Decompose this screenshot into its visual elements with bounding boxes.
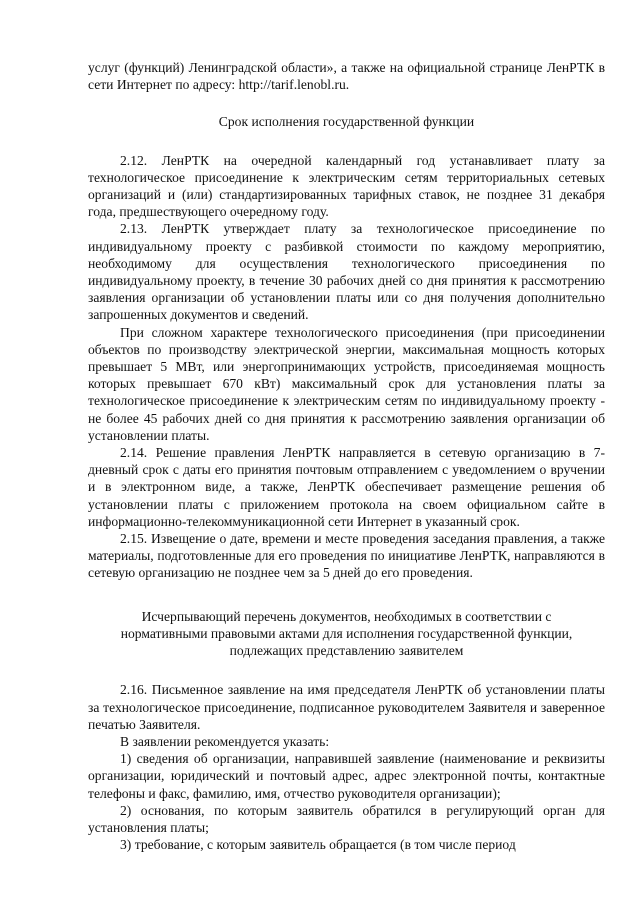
heading-line: подлежащих представлению заявителем: [229, 643, 464, 659]
section-heading-term: Срок исполнения государственной функции: [218, 114, 475, 130]
paragraph-2-16: 2.16. Письменное заявление на имя председателя ЛенРТК об установлении платы за технологическое присоединение, подписанное руководителем Заявителя и заверенное печатью Заявителя.: [88, 682, 605, 732]
heading-line: нормативными правовыми актами для исполнения государственной функции,: [120, 625, 573, 641]
paragraph-complex-connection: При сложном характере технологического присоединения (при присоединении объектов по производству электрической энергии, максимальная мощность которых превышает 5 МВт, или энергопринимающих устройств, присоединяемая мощность которых превышает 670 кВт) максимальный срок для установления платы за технологическое присоединение к электрическим сетям по индивидуальному проекту - не более 45 рабочих дней со дня принятия к рассмотрению заявления организации об установлении платы.: [88, 324, 605, 443]
paragraph-2-13: 2.13. ЛенРТК утверждает плату за технологическое присоединение по индивидуальному проекту с разбивкой стоимости по каждому мероприятию, необходимому для осуществления технологического присоединения по индивидуальному проекту, в течение 30 рабочих дней со дня принятия к рассмотрению заявления организации об установлении платы или со дня получения дополнительно запрошенных документов и сведений.: [88, 221, 605, 323]
paragraph-recommend: В заявлении рекомендуется указать:: [120, 733, 330, 749]
paragraph-2-12: 2.12. ЛенРТК на очередной календарный год устанавливает плату за технологическое присоединение к электрическим сетям территориальных сетевых организаций и (или) стандартизированных тарифных ставок, не позднее 31 декабря года, предшествующего очередному году.: [88, 152, 605, 220]
document-body: [88, 59, 605, 853]
paragraph-2-15: 2.15. Извещение о дате, времени и месте проведения заседания правления, а также материалы, подготовленные для его проведения по инициативе ЛенРТК, направляются в сетевую организацию не позднее чем за 5 дней до его проведения.: [88, 531, 605, 581]
paragraph-2-14: 2.14. Решение правления ЛенРТК направляется в сетевую организацию в 7-дневный срок с даты его принятия почтовым отправлением с уведомлением о вручении и в электронном виде, а также, ЛенРТК обеспечивает размещение решения об установлении платы с приложением протокола на своем официальном сайте в информационно-телекоммуникационной сети Интернет в указанный срок.: [88, 445, 605, 529]
heading-line: Исчерпывающий перечень документов, необходимых в соответствии с: [141, 608, 552, 624]
list-item-3: 3) требование, с которым заявитель обращается (в том числе период: [120, 837, 516, 853]
list-item-2: 2) основания, по которым заявитель обратился в регулирующий орган для установления платы;: [88, 802, 605, 835]
intro-paragraph: услуг (функций) Ленинградской области», а также на официальной странице ЛенРТК в сети Интернет по адресу: http://tarif.lenobl.ru.: [88, 60, 605, 93]
section-heading-documents: [88, 608, 605, 660]
list-item-1: 1) сведения об организации, направившей заявление (наименование и реквизиты организации, юридический и почтовый адрес, адрес электронной почты, контактные телефоны и факс, фамилию, имя, отчество руководителя организации);: [88, 751, 605, 801]
